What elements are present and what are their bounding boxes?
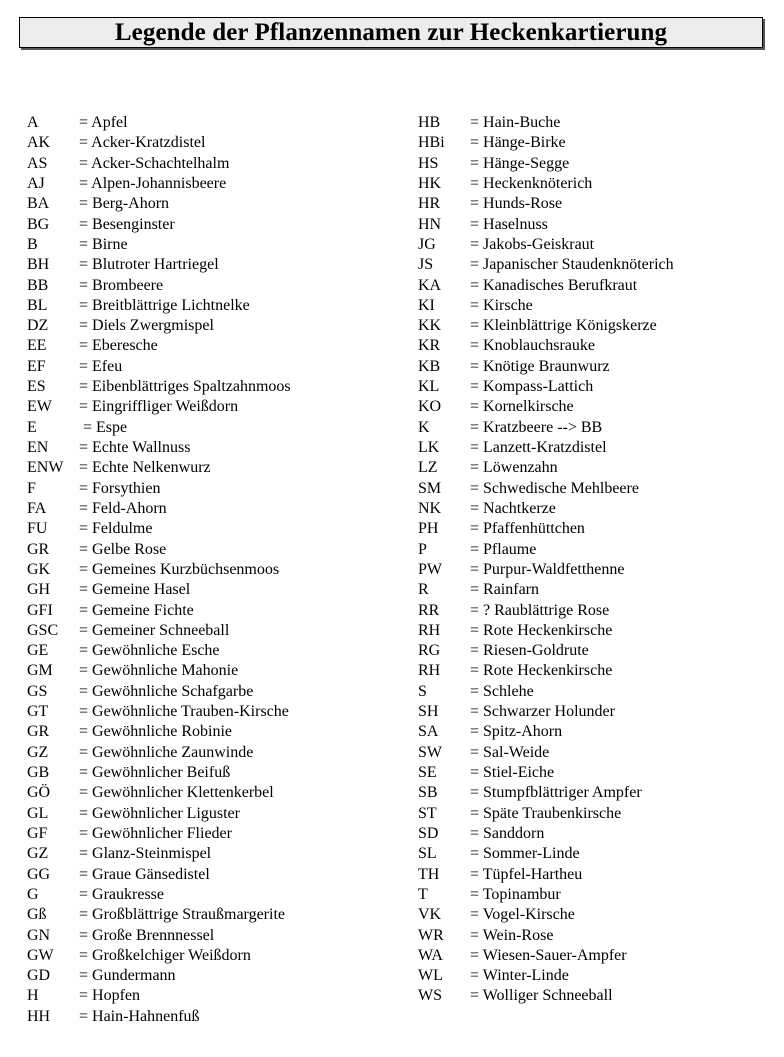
legend-entry (27, 418, 291, 438)
legend-abbreviation: BG (27, 215, 50, 233)
legend-plant-name: = Rote Heckenkirsche (470, 662, 613, 680)
legend-plant-name: = Brombeere (79, 276, 164, 294)
legend-abbreviation: DZ (27, 317, 49, 335)
legend-abbreviation: KI (418, 296, 435, 314)
legend-plant-name: = Vogel-Kirsche (470, 906, 575, 924)
legend-entry (27, 540, 291, 560)
legend-abbreviation: HN (418, 215, 442, 233)
legend-plant-name: = Eingriffliger Weißdorn (79, 398, 239, 416)
legend-entry (418, 641, 674, 661)
legend-plant-name: = Kratzbeere --> BB (470, 418, 603, 436)
legend-abbreviation: HK (418, 174, 442, 192)
legend-abbreviation: GD (27, 967, 51, 985)
legend-abbreviation: SA (418, 723, 439, 741)
legend-plant-name: = Sommer-Linde (470, 845, 580, 863)
legend-plant-name: = Wolliger Schneeball (470, 987, 613, 1005)
legend-plant-name: = Berg-Ahorn (79, 195, 170, 213)
legend-entry (418, 905, 674, 925)
legend-entry (27, 215, 291, 235)
legend-entry (418, 580, 674, 600)
legend-plant-name: = Hunds-Rose (470, 195, 563, 213)
legend-plant-name: = Gundermann (79, 967, 176, 985)
legend-entry (418, 316, 674, 336)
legend-entry (418, 235, 674, 255)
legend-entry (418, 865, 674, 885)
legend-abbreviation: JS (418, 256, 434, 274)
legend-entry (418, 804, 674, 824)
legend-entry (27, 255, 291, 275)
legend-entry (27, 926, 291, 946)
legend-abbreviation: KR (418, 337, 441, 355)
legend-entry (27, 824, 291, 844)
legend-entry (418, 438, 674, 458)
legend-abbreviation: BB (27, 276, 49, 294)
legend-abbreviation: SL (418, 845, 437, 863)
legend-abbreviation: GE (27, 642, 49, 660)
legend-column-left (27, 113, 291, 1027)
legend-abbreviation: ENW (27, 459, 64, 477)
legend-entry (27, 661, 291, 681)
legend-entry (27, 438, 291, 458)
legend-plant-name: = Gewöhnliche Esche (79, 642, 220, 660)
legend-abbreviation: KO (418, 398, 442, 416)
legend-abbreviation: A (27, 114, 39, 131)
legend-plant-name: = Gemeines Kurzbüchsenmoos (79, 560, 280, 578)
legend-entry (418, 113, 674, 133)
legend-plant-name: = Hopfen (79, 987, 141, 1005)
legend-entry (418, 133, 674, 153)
legend-abbreviation: RH (418, 621, 441, 639)
legend-entry (418, 418, 674, 438)
legend-plant-name: = Gemeine Hasel (79, 581, 191, 599)
legend-plant-name: = Hänge-Segge (470, 154, 570, 172)
legend-entry (27, 885, 291, 905)
legend-abbreviation: BL (27, 296, 48, 314)
legend-entry (418, 743, 674, 763)
legend-plant-name: = Feldulme (79, 520, 153, 538)
legend-abbreviation: LK (418, 439, 440, 456)
legend-entry (418, 215, 674, 235)
legend-entry (418, 154, 674, 174)
legend-plant-name: = Stiel-Eiche (470, 764, 555, 781)
legend-column-right (418, 113, 674, 1007)
legend-plant-name: = Echte Nelkenwurz (79, 459, 211, 477)
legend-plant-name: = Hain-Hahnenfuß (79, 1007, 200, 1025)
legend-plant-name: = Kompass-Lattich (470, 378, 594, 396)
legend-abbreviation: FA (27, 499, 47, 517)
legend-entry (27, 641, 291, 661)
legend-entry (27, 783, 291, 803)
legend-abbreviation: GW (27, 946, 54, 964)
legend-abbreviation: GR (27, 723, 50, 741)
legend-abbreviation: SH (418, 703, 439, 721)
legend-entry (418, 702, 674, 722)
legend-entry (27, 519, 291, 539)
legend-entry (418, 966, 674, 986)
legend-entry (27, 296, 291, 316)
legend-plant-name: = Hain-Buche (470, 114, 561, 131)
legend-entry (418, 783, 674, 803)
legend-entry (27, 702, 291, 722)
legend-abbreviation: EF (27, 357, 46, 375)
legend-plant-name: = Efeu (79, 357, 123, 375)
legend-entry (418, 885, 674, 905)
legend-entry (418, 336, 674, 356)
legend-abbreviation: GB (27, 764, 50, 781)
legend-plant-name: = Sanddorn (470, 824, 545, 842)
legend-abbreviation: GFI (27, 601, 53, 619)
legend-abbreviation: WR (418, 926, 444, 944)
legend-plant-name: = Schwarzer Holunder (470, 703, 615, 721)
legend-plant-name: = Gewöhnlicher Klettenkerbel (79, 784, 274, 802)
legend-plant-name: = Gelbe Rose (79, 540, 167, 558)
legend-abbreviation: GZ (27, 845, 49, 863)
legend-abbreviation: HBi (418, 134, 445, 152)
legend-entry (27, 580, 291, 600)
legend-abbreviation: PH (418, 520, 439, 538)
legend-entry (27, 722, 291, 742)
legend-entry (27, 377, 291, 397)
legend-plant-name: = Echte Wallnuss (79, 439, 191, 456)
legend-entry (418, 824, 674, 844)
legend-plant-name: = Sal-Weide (470, 743, 550, 761)
legend-abbreviation: AS (27, 154, 48, 172)
legend-plant-name: = Topinambur (470, 885, 561, 903)
legend-plant-name: = Acker-Kratzdistel (79, 134, 206, 152)
legend-plant-name: = Blutroter Hartriegel (79, 256, 219, 274)
legend-entry (418, 174, 674, 194)
legend-entry (27, 235, 291, 255)
legend-abbreviation: ES (27, 378, 46, 396)
legend-abbreviation: JG (418, 235, 436, 253)
title-box (19, 17, 763, 48)
legend-entry (418, 844, 674, 864)
legend-abbreviation: SW (418, 743, 442, 761)
legend-plant-name: = Eberesche (79, 337, 158, 355)
legend-entry (418, 601, 674, 621)
legend-abbreviation: ST (418, 804, 437, 822)
legend-abbreviation: WL (418, 967, 443, 985)
legend-entry (27, 682, 291, 702)
legend-abbreviation: KB (418, 357, 441, 375)
legend-plant-name: = Kirsche (470, 296, 533, 314)
legend-abbreviation: H (27, 987, 39, 1005)
legend-plant-name: = Gewöhnliche Zaunwinde (79, 743, 254, 761)
legend-plant-name: = Hänge-Birke (470, 134, 566, 152)
legend-plant-name: = Lanzett-Kratzdistel (470, 439, 607, 456)
legend-entry (418, 377, 674, 397)
legend-plant-name: = Heckenknöterich (470, 174, 593, 192)
legend-entry (27, 154, 291, 174)
legend-entry (27, 479, 291, 499)
legend-plant-name: = Wiesen-Sauer-Ampfer (470, 946, 627, 964)
legend-plant-name: = Gewöhnlicher Liguster (79, 804, 240, 822)
legend-abbreviation: HS (418, 154, 439, 172)
legend-plant-name: = Große Brennnessel (79, 926, 215, 944)
legend-plant-name: = Japanischer Staudenknöterich (470, 256, 674, 274)
legend-abbreviation: WS (418, 987, 442, 1005)
legend-entry (418, 255, 674, 275)
legend-plant-name: = Gewöhnliche Robinie (79, 723, 232, 741)
legend-plant-name: = Gewöhnliche Trauben-Kirsche (79, 703, 289, 721)
legend-plant-name: = Breitblättrige Lichtnelke (79, 296, 250, 314)
legend-plant-name: = Birne (79, 235, 128, 253)
legend-entry (27, 986, 291, 1006)
legend-entry (27, 601, 291, 621)
legend-abbreviation: GT (27, 703, 49, 721)
legend-abbreviation: VK (418, 906, 442, 924)
legend-plant-name: = Espe (79, 418, 128, 436)
legend-abbreviation: GÖ (27, 784, 51, 802)
legend-entry (418, 458, 674, 478)
legend-abbreviation: HH (27, 1007, 51, 1025)
legend-entry (418, 397, 674, 417)
legend-plant-name: = Löwenzahn (470, 459, 558, 477)
legend-plant-name: = Diels Zwergmispel (79, 317, 214, 335)
legend-plant-name: = Schwedische Mehlbeere (470, 479, 639, 497)
legend-abbreviation: GR (27, 540, 50, 558)
legend-entry (418, 661, 674, 681)
legend-entry (418, 946, 674, 966)
legend-entry (418, 296, 674, 316)
legend-plant-name: = Spitz-Ahorn (470, 723, 563, 741)
legend-abbreviation: AK (27, 134, 51, 152)
legend-entry (418, 499, 674, 519)
legend-abbreviation: TH (418, 865, 440, 883)
legend-entry (27, 499, 291, 519)
legend-plant-name: = Riesen-Goldrute (470, 642, 589, 660)
legend-abbreviation: PW (418, 560, 442, 578)
legend-plant-name: = Graukresse (79, 885, 164, 903)
legend-plant-name: = Besenginster (79, 215, 175, 233)
legend-abbreviation: E (27, 418, 37, 436)
legend-entry (418, 621, 674, 641)
legend-abbreviation: GH (27, 581, 51, 599)
legend-abbreviation: SE (418, 764, 437, 781)
legend-abbreviation: GZ (27, 743, 49, 761)
legend-entry (418, 722, 674, 742)
legend-abbreviation: BA (27, 195, 50, 213)
legend-abbreviation: EE (27, 337, 47, 355)
legend-plant-name: = Pflaume (470, 540, 537, 558)
legend-plant-name: = Pfaffenhüttchen (470, 520, 585, 538)
legend-abbreviation: GS (27, 682, 48, 700)
legend-abbreviation: KL (418, 378, 440, 396)
legend-plant-name: = Tüpfel-Hartheu (470, 865, 583, 883)
legend-abbreviation: SB (418, 784, 438, 802)
legend-entry (27, 174, 291, 194)
legend-entry (27, 397, 291, 417)
legend-plant-name: = Apfel (79, 114, 128, 131)
legend-plant-name: = Stumpfblättriger Ampfer (470, 784, 642, 802)
legend-entry (418, 519, 674, 539)
legend-abbreviation: K (418, 418, 430, 436)
legend-abbreviation: SD (418, 824, 439, 842)
legend-plant-name: = Kornelkirsche (470, 398, 574, 416)
legend-abbreviation: LZ (418, 459, 438, 477)
legend-plant-name: = Gewöhnlicher Beifuß (79, 764, 231, 781)
legend-abbreviation: GM (27, 662, 53, 680)
legend-plant-name: = Großblättrige Straußmargerite (79, 906, 285, 924)
legend-entry (27, 763, 291, 783)
legend-abbreviation: HR (418, 195, 441, 213)
legend-abbreviation: T (418, 885, 428, 903)
legend-entry (418, 763, 674, 783)
legend-abbreviation: P (418, 540, 427, 558)
legend-abbreviation: F (27, 479, 36, 497)
legend-entry (418, 560, 674, 580)
legend-entry (27, 560, 291, 580)
legend-entry (27, 743, 291, 763)
legend-abbreviation: B (27, 235, 38, 253)
legend-plant-name: = Knötige Braunwurz (470, 357, 610, 375)
legend-abbreviation: HB (418, 114, 441, 131)
legend-plant-name: = Schlehe (470, 682, 534, 700)
legend-entry (418, 194, 674, 214)
legend-abbreviation: SM (418, 479, 442, 497)
legend-abbreviation: NK (418, 499, 442, 517)
legend-abbreviation: RR (418, 601, 440, 619)
legend-plant-name: = Kanadisches Berufkraut (470, 276, 638, 294)
legend-abbreviation: KA (418, 276, 442, 294)
legend-abbreviation: S (418, 682, 427, 700)
legend-abbreviation: Gß (27, 906, 47, 924)
legend-plant-name: = Acker-Schachtelhalm (79, 154, 230, 172)
legend-entry (27, 336, 291, 356)
legend-abbreviation: FU (27, 520, 48, 538)
legend-entry (27, 194, 291, 214)
legend-plant-name: = Graue Gänsedistel (79, 865, 210, 883)
legend-plant-name: = Eibenblättriges Spaltzahnmoos (79, 378, 291, 396)
legend-plant-name: = Rainfarn (470, 581, 539, 599)
legend-plant-name: = Forsythien (79, 479, 161, 497)
legend-entry (27, 905, 291, 925)
legend-entry (418, 986, 674, 1006)
legend-plant-name: = Haselnuss (470, 215, 548, 233)
legend-plant-name: = Winter-Linde (470, 967, 569, 985)
legend-abbreviation: GSC (27, 621, 59, 639)
legend-plant-name: = Gewöhnliche Schafgarbe (79, 682, 254, 700)
legend-plant-name: = Nachtkerze (470, 499, 556, 517)
legend-abbreviation: KK (418, 317, 442, 335)
page-title: Legende der Pflanzennamen zur Heckenkartierung (114, 18, 668, 46)
legend-entry (418, 682, 674, 702)
legend-plant-name: = Gemeiner Schneeball (79, 621, 230, 639)
legend-entry (27, 357, 291, 377)
legend-plant-name: = Knoblauchsrauke (470, 337, 595, 355)
legend-entry (418, 479, 674, 499)
legend-plant-name: = Alpen-Johannisbeere (79, 174, 227, 192)
legend-abbreviation: RH (418, 662, 441, 680)
legend-plant-name: = Glanz-Steinmispel (79, 845, 212, 863)
legend-plant-name: = Kleinblättrige Königskerze (470, 317, 657, 335)
legend-entry (418, 540, 674, 560)
legend-entry (27, 133, 291, 153)
legend-plant-name: = ? Raublättrige Rose (470, 601, 610, 619)
legend-plant-name: = Feld-Ahorn (79, 499, 167, 517)
legend-abbreviation: AJ (27, 174, 45, 192)
legend-abbreviation: GN (27, 926, 51, 944)
legend-abbreviation: GF (27, 824, 48, 842)
legend-abbreviation: EW (27, 398, 52, 416)
legend-plant-name: = Jakobs-Geiskraut (470, 235, 595, 253)
legend-entry (418, 357, 674, 377)
legend-entry (27, 621, 291, 641)
legend-plant-name: = Gewöhnlicher Flieder (79, 824, 232, 842)
legend-abbreviation: WA (418, 946, 443, 964)
legend-plant-name: = Gemeine Fichte (79, 601, 194, 619)
legend-abbreviation: BH (27, 256, 50, 274)
legend-plant-name: = Rote Heckenkirsche (470, 621, 613, 639)
legend-entry (27, 316, 291, 336)
legend-plant-name: = Großkelchiger Weißdorn (79, 946, 251, 964)
legend-abbreviation: G (27, 885, 39, 903)
legend-entry (27, 865, 291, 885)
legend-abbreviation: RG (418, 642, 441, 660)
legend-plant-name: = Späte Traubenkirsche (470, 804, 622, 822)
legend-entry (27, 844, 291, 864)
legend-plant-name: = Purpur-Waldfetthenne (470, 560, 625, 578)
legend-abbreviation: GK (27, 560, 51, 578)
legend-entry (418, 276, 674, 296)
legend-entry (418, 926, 674, 946)
legend-entry (27, 1007, 291, 1027)
legend-abbreviation: EN (27, 439, 49, 456)
legend-abbreviation: GL (27, 804, 49, 822)
legend-abbreviation: GG (27, 865, 51, 883)
legend-abbreviation: R (418, 581, 429, 599)
legend-entry (27, 458, 291, 478)
legend-entry (27, 113, 291, 133)
legend-entry (27, 946, 291, 966)
legend-entry (27, 966, 291, 986)
legend-entry (27, 276, 291, 296)
legend-plant-name: = Wein-Rose (470, 926, 554, 944)
legend-entry (27, 804, 291, 824)
legend-plant-name: = Gewöhnliche Mahonie (79, 662, 239, 680)
